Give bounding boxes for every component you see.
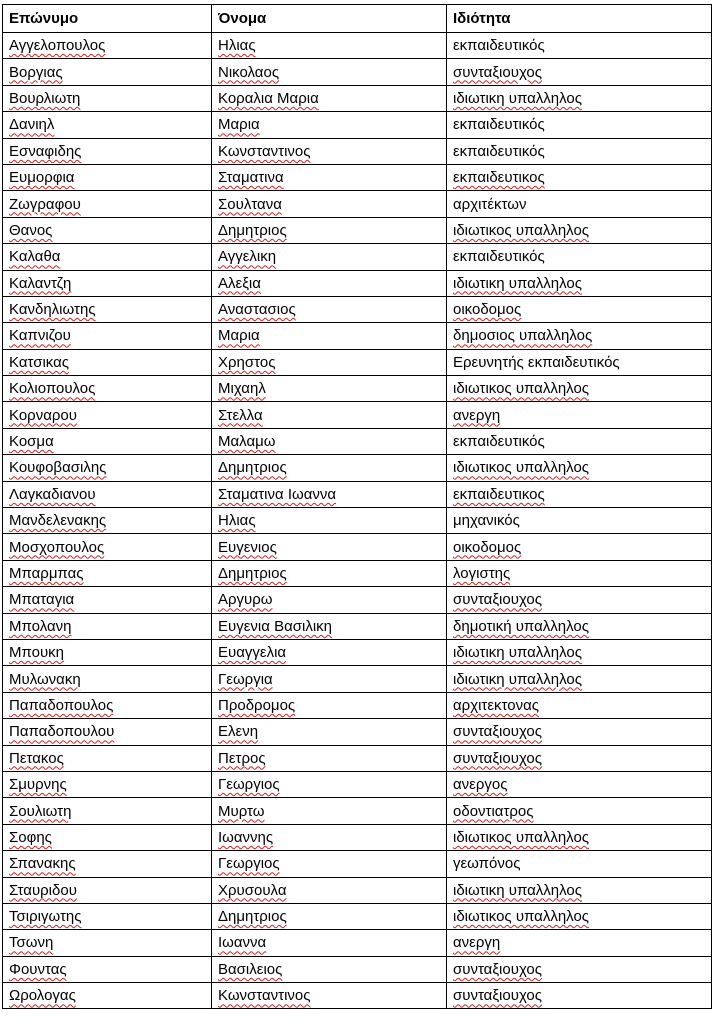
cell-first-name: [212, 138, 447, 164]
cell-surname: [3, 824, 212, 850]
cell-first-name: [212, 376, 447, 402]
cell-text: Κωνσταντινος: [218, 142, 311, 160]
cell-text: εκπαιδευτικός: [453, 142, 545, 160]
cell-text: δημοτική υπαλληλος: [453, 617, 589, 635]
cell-text: ανεργη: [453, 934, 501, 952]
cell-occupation: [447, 217, 712, 243]
cell-text: Ηλιας: [218, 37, 256, 55]
table-row: [3, 956, 712, 982]
cell-first-name: [212, 508, 447, 534]
cell-text: Ευαγγελια: [218, 644, 287, 662]
cell-text: Σταματινα Ιωαννα: [218, 485, 337, 503]
cell-occupation: [447, 851, 712, 877]
cell-text: Γεωργια: [218, 670, 273, 688]
cell-first-name: [212, 719, 447, 745]
table-row: [3, 33, 712, 59]
cell-text: Βασιλειος: [218, 960, 283, 978]
cell-first-name: [212, 244, 447, 270]
cell-text: Προδρομος: [218, 696, 296, 714]
table-row: [3, 666, 712, 692]
table-row: [3, 877, 712, 903]
cell-text: Μιχαηλ: [218, 380, 266, 398]
cell-surname: [3, 903, 212, 929]
cell-occupation: [447, 508, 712, 534]
cell-first-name: [212, 587, 447, 613]
cell-surname: [3, 508, 212, 534]
cell-surname: [3, 217, 212, 243]
cell-text: Ιωαννα: [218, 934, 267, 952]
cell-occupation: [447, 402, 712, 428]
cell-text: Στελλα: [218, 406, 263, 424]
cell-text: εκπαιδευτικός: [453, 248, 545, 266]
cell-occupation: [447, 164, 712, 190]
cell-text: Λαγκαδιανου: [9, 485, 96, 503]
cell-text: Αργυρω: [218, 591, 273, 609]
table-row: [3, 613, 712, 639]
cell-first-name: [212, 428, 447, 454]
cell-occupation: [447, 428, 712, 454]
cell-first-name: [212, 191, 447, 217]
table-row: [3, 745, 712, 771]
cell-occupation: [447, 33, 712, 59]
cell-surname: [3, 798, 212, 824]
cell-text: Μπαταγια: [9, 591, 75, 609]
table-body: [3, 33, 712, 1009]
cell-first-name: [212, 217, 447, 243]
cell-text: ιδιωτικη υπαλληλος: [453, 670, 582, 688]
cell-text: ιδιωτικος υπαλληλος: [453, 459, 590, 477]
cell-surname: [3, 983, 212, 1009]
cell-surname: [3, 956, 212, 982]
cell-text: Καλαθα: [9, 248, 61, 266]
cell-occupation: [447, 560, 712, 586]
table-row: [3, 59, 712, 85]
cell-occupation: [447, 771, 712, 797]
table-row: [3, 481, 712, 507]
cell-text: Χρηστος: [218, 353, 276, 371]
table-row: [3, 349, 712, 375]
table-row: [3, 508, 712, 534]
cell-first-name: [212, 692, 447, 718]
cell-text: Μπαρμπας: [9, 565, 84, 582]
header-first-name: Όνομα: [212, 5, 447, 33]
cell-first-name: [212, 349, 447, 375]
cell-text: οδοντιατρος: [453, 802, 534, 820]
cell-text: Ζωγραφου: [9, 195, 81, 213]
cell-text: εκπαιδευτικός: [453, 433, 545, 451]
cell-occupation: [447, 587, 712, 613]
cell-text: Ηλιας: [218, 512, 256, 530]
cell-text: ιδιωτικος υπαλληλος: [453, 828, 590, 846]
cell-text: Σταματινα: [218, 169, 284, 187]
cell-surname: [3, 376, 212, 402]
table-row: [3, 534, 712, 560]
cell-occupation: [447, 85, 712, 111]
cell-text: Μανδελενακης: [9, 512, 107, 530]
cell-text: Ευγενια Βασιλικη: [218, 617, 333, 635]
cell-text: Ιωαννης: [218, 828, 274, 846]
cell-first-name: [212, 851, 447, 877]
cell-text: ιδιωτικη υπαλληλος: [453, 89, 582, 107]
cell-first-name: [212, 534, 447, 560]
cell-text: Αγγελοπουλος: [9, 37, 106, 55]
cell-text: Καπνιζου: [9, 327, 71, 345]
cell-first-name: [212, 824, 447, 850]
cell-text: συνταξιουχος: [453, 591, 542, 609]
cell-text: Αγγελικη: [218, 248, 277, 266]
cell-surname: [3, 639, 212, 665]
cell-text: Πετακος: [9, 749, 64, 767]
table-row: [3, 587, 712, 613]
cell-text: Μαλαμω: [218, 433, 276, 451]
cell-surname: [3, 323, 212, 349]
cell-surname: [3, 191, 212, 217]
cell-text: Πετρος: [218, 749, 266, 767]
table-row: [3, 270, 712, 296]
cell-first-name: [212, 745, 447, 771]
cell-first-name: [212, 956, 447, 982]
table-row: [3, 719, 712, 745]
table-row: [3, 798, 712, 824]
cell-text: οικοδομος: [453, 538, 522, 556]
cell-text: συνταξιουχος: [453, 960, 542, 978]
cell-occupation: [447, 719, 712, 745]
table-row: [3, 903, 712, 929]
table-header-row: [3, 5, 712, 33]
cell-text: Δημητριος: [218, 221, 287, 239]
cell-text: Κανδηλιωτης: [9, 301, 96, 319]
cell-first-name: [212, 164, 447, 190]
cell-text: Ερευνητής εκπαιδευτικός: [453, 353, 620, 371]
cell-surname: [3, 613, 212, 639]
cell-first-name: [212, 983, 447, 1009]
table-row: [3, 428, 712, 454]
cell-first-name: [212, 903, 447, 929]
cell-occupation: [447, 903, 712, 929]
cell-text: δημοσιος υπαλληλος: [453, 327, 593, 345]
cell-surname: [3, 85, 212, 111]
cell-first-name: [212, 402, 447, 428]
cell-surname: [3, 560, 212, 586]
cell-occupation: [447, 323, 712, 349]
cell-first-name: [212, 481, 447, 507]
cell-text: συνταξιουχος: [453, 723, 542, 741]
cell-first-name: [212, 639, 447, 665]
cell-text: Αναστασιος: [218, 301, 296, 319]
cell-surname: [3, 877, 212, 903]
cell-first-name: [212, 560, 447, 586]
cell-first-name: [212, 771, 447, 797]
cell-surname: [3, 428, 212, 454]
cell-first-name: [212, 323, 447, 349]
cell-first-name: [212, 877, 447, 903]
cell-occupation: [447, 534, 712, 560]
cell-surname: [3, 33, 212, 59]
header-occupation: Ιδιότητα: [447, 5, 712, 33]
cell-occupation: [447, 666, 712, 692]
cell-surname: [3, 270, 212, 296]
cell-surname: [3, 138, 212, 164]
cell-text: μηχανικός: [453, 512, 520, 530]
table-row: [3, 138, 712, 164]
cell-text: Σμυρνης: [9, 776, 67, 794]
cell-text: Μπολανη: [9, 617, 72, 635]
cell-surname: [3, 481, 212, 507]
cell-text: λογιστης: [453, 565, 511, 582]
cell-text: Μυλωνακη: [9, 670, 81, 688]
cell-text: Θανος: [9, 221, 53, 239]
cell-text: συνταξιουχος: [453, 987, 542, 1005]
cell-text: Μοσχοπουλος: [9, 538, 105, 556]
cell-text: Εσναφιδης: [9, 142, 82, 160]
cell-occupation: [447, 930, 712, 956]
cell-text: Γεωργιος: [218, 776, 280, 794]
cell-text: αρχιτεκτονας: [453, 696, 539, 714]
cell-text: ιδιωτικος υπαλληλος: [453, 221, 590, 239]
cell-surname: [3, 455, 212, 481]
cell-occupation: [447, 956, 712, 982]
cell-occupation: [447, 376, 712, 402]
cell-first-name: [212, 455, 447, 481]
cell-text: Ευμορφια: [9, 169, 75, 187]
cell-text: ιδιωτικη υπαλληλος: [453, 644, 582, 662]
cell-occupation: [447, 349, 712, 375]
cell-surname: [3, 587, 212, 613]
table-row: [3, 983, 712, 1009]
cell-occupation: [447, 692, 712, 718]
cell-first-name: [212, 613, 447, 639]
table-row: [3, 244, 712, 270]
cell-text: Γεωργιος: [218, 855, 280, 873]
table-row: [3, 376, 712, 402]
cell-surname: [3, 59, 212, 85]
table-row: [3, 112, 712, 138]
cell-occupation: [447, 59, 712, 85]
cell-text: Σπανακης: [9, 855, 76, 873]
cell-text: Μυρτω: [218, 802, 265, 820]
cell-text: Αλεξια: [218, 274, 261, 292]
cell-surname: [3, 402, 212, 428]
cell-first-name: [212, 666, 447, 692]
cell-text: συνταξιουχος: [453, 63, 542, 81]
cell-occupation: [447, 983, 712, 1009]
cell-text: γεωπόνος: [453, 855, 521, 873]
cell-surname: [3, 930, 212, 956]
cell-text: Παπαδοπουλος: [9, 696, 114, 714]
cell-text: Χρυσουλα: [218, 881, 287, 899]
table-row: [3, 296, 712, 322]
cell-surname: [3, 719, 212, 745]
cell-surname: [3, 771, 212, 797]
cell-occupation: [447, 798, 712, 824]
cell-text: Κοραλια Μαρια: [218, 89, 319, 107]
cell-text: ιδιωτικος υπαλληλος: [453, 908, 590, 926]
cell-surname: [3, 745, 212, 771]
table-row: [3, 560, 712, 586]
cell-text: Σουλιωτη: [9, 802, 72, 820]
cell-text: Δημητριος: [218, 908, 287, 926]
cell-text: Κορναρου: [9, 406, 77, 424]
cell-occupation: [447, 824, 712, 850]
table-row: [3, 455, 712, 481]
cell-occupation: [447, 270, 712, 296]
cell-occupation: [447, 112, 712, 138]
cell-text: Δημητριος: [218, 565, 287, 582]
table-row: [3, 851, 712, 877]
cell-text: εκπαιδευτικος: [453, 485, 545, 503]
table-row: [3, 692, 712, 718]
cell-surname: [3, 534, 212, 560]
table-row: [3, 771, 712, 797]
cell-text: Σουλτανα: [218, 195, 282, 213]
cell-text: αρχιτέκτων: [453, 195, 527, 213]
table-row: [3, 217, 712, 243]
cell-text: Ευγενιος: [218, 538, 277, 556]
cell-text: Βουρλιωτη: [9, 89, 81, 107]
cell-text: ιδιωτικη υπαλληλος: [453, 881, 582, 899]
cell-first-name: [212, 270, 447, 296]
cell-first-name: [212, 112, 447, 138]
table-row: [3, 402, 712, 428]
cell-text: Καλαντζη: [9, 274, 72, 292]
table-row: [3, 930, 712, 956]
table-row: [3, 824, 712, 850]
cell-text: εκπαιδευτικος: [453, 169, 545, 187]
cell-first-name: [212, 85, 447, 111]
cell-text: Κοσμα: [9, 433, 54, 451]
cell-surname: [3, 666, 212, 692]
cell-text: ανεργη: [453, 406, 501, 424]
table-row: [3, 164, 712, 190]
table-row: [3, 85, 712, 111]
cell-first-name: [212, 930, 447, 956]
cell-text: ιδιωτικος υπαλληλος: [453, 380, 590, 398]
cell-occupation: [447, 191, 712, 217]
cell-text: Παπαδοπουλου: [9, 723, 115, 741]
cell-text: Δανιηλ: [9, 116, 55, 134]
cell-surname: [3, 164, 212, 190]
cell-text: Σταυριδου: [9, 881, 77, 899]
cell-text: Κατσικας: [9, 353, 70, 371]
cell-surname: [3, 296, 212, 322]
cell-text: Κολιοπουλος: [9, 380, 96, 398]
cell-text: Μαρια: [218, 116, 260, 134]
table-row: [3, 191, 712, 217]
cell-first-name: [212, 59, 447, 85]
cell-occupation: [447, 613, 712, 639]
cell-surname: [3, 244, 212, 270]
header-surname: Επώνυμο: [3, 5, 212, 33]
cell-occupation: [447, 138, 712, 164]
cell-text: Μαρια: [218, 327, 260, 345]
cell-first-name: [212, 296, 447, 322]
cell-occupation: [447, 296, 712, 322]
cell-occupation: [447, 745, 712, 771]
cell-text: Δημητριος: [218, 459, 287, 477]
cell-surname: [3, 851, 212, 877]
cell-surname: [3, 112, 212, 138]
cell-first-name: [212, 798, 447, 824]
cell-text: εκπαιδευτικός: [453, 116, 545, 134]
cell-text: Τσιριγωτης: [9, 908, 82, 926]
cell-text: Κωνσταντινος: [218, 987, 311, 1005]
cell-surname: [3, 692, 212, 718]
cell-first-name: [212, 33, 447, 59]
cell-text: ιδιωτικη υπαλληλος: [453, 274, 582, 292]
cell-text: οικοδομος: [453, 301, 522, 319]
cell-text: ανεργος: [453, 776, 508, 794]
cell-text: Φουντας: [9, 960, 67, 978]
table-row: [3, 639, 712, 665]
table-row: [3, 323, 712, 349]
cell-text: Κουφοβασιλης: [9, 459, 107, 477]
cell-text: Νικολαος: [218, 63, 280, 81]
cell-occupation: [447, 877, 712, 903]
cell-occupation: [447, 481, 712, 507]
cell-text: Μπουκη: [9, 644, 65, 662]
cell-occupation: [447, 244, 712, 270]
cell-surname: [3, 349, 212, 375]
cell-text: Ελενη: [218, 723, 259, 741]
cell-text: Ωρολογας: [9, 987, 76, 1005]
cell-text: Τσωνη: [9, 934, 54, 952]
cell-text: συνταξιουχος: [453, 749, 542, 767]
cell-text: εκπαιδευτικός: [453, 37, 545, 55]
members-table: [2, 4, 712, 1009]
cell-text: Βοργιας: [9, 63, 63, 81]
cell-occupation: [447, 455, 712, 481]
cell-text: Σοφης: [9, 828, 52, 846]
cell-occupation: [447, 639, 712, 665]
